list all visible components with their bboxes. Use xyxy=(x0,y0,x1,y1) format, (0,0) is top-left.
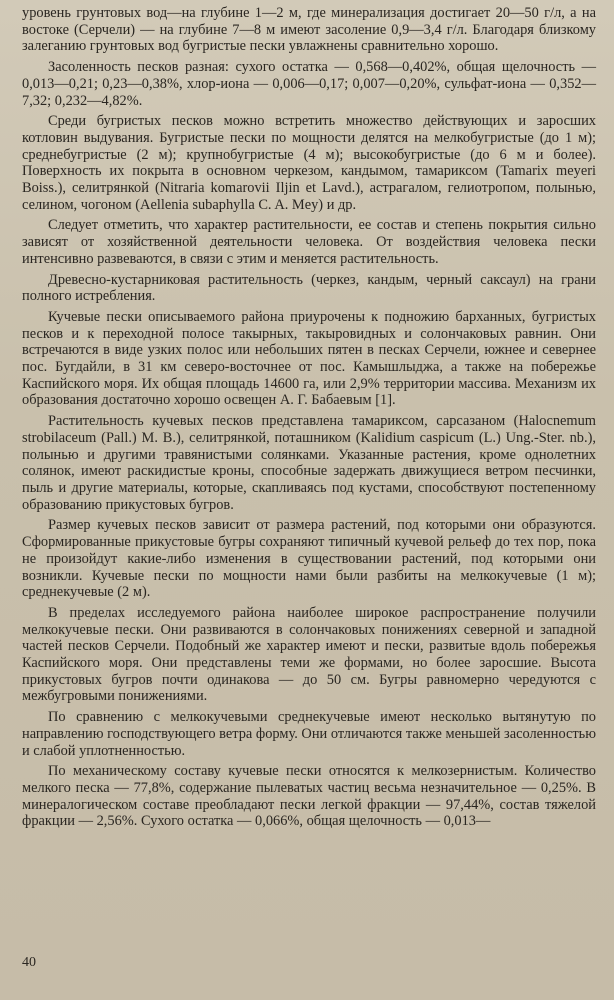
paragraph-heaped-sands: Кучевые пески описываемого района приурочены к подножию барханных, бугристых песков и к переходной полосе такырных, такыровидных и солончаковых равнин. Они встречаются в виде узких полос или небольших пятен в песках Серчели, южнее и севернее пос. Бугдайли, в 31 км северо-восточнее от пос. Камышлыджа, а также на побережье Каспийского моря. Их общая площадь 14600 га, или 2,9% территории массива. Механизм их образования достаточно хорошо освещен А. Г. Бабаевым [1]. xyxy=(22,308,596,409)
page-number: 40 xyxy=(22,955,36,971)
paragraph-hummocky-sands: Среди бугристых песков можно встретить множество действующих и заросших котловин выдувания. Бугристые пески по мощности делятся на мелкобугристые (до 1 м); среднебугристые (2 м); крупнобугристые (4 м); высокобугристые (до 6 м и более). Поверхность их покрыта в основном черкезом, кандымом, тамариксом (Tamarix meyeri Boiss.), селитрянкой (Nitraria komarovii Iljin et Lavd.), астрагалом, гелиотропом, полынью, селином, чогоном (Aellenia subaphylla C. A. Mey) и др. xyxy=(22,113,596,213)
paragraph-shrub-vegetation: Древесно-кустарниковая растительность (черкез, кандым, черный саксаул) на грани полного истребления. xyxy=(22,271,596,305)
paragraph-medium-heaped: По сравнению с мелкокучевыми среднекучевые имеют несколько вытянутую по направлению господствующего ветра форму. Они отличаются также меньшей засоленностью и слабой уплотненностью. xyxy=(22,709,596,759)
paragraph-groundwater: уровень грунтовых вод—на глубине 1—2 м, где минерализация достигает 20—50 г/л, а на востоке (Серчели) — на глубине 7—8 м имеют засоление 0,9—3,4 г/л. Благодаря близкому залеганию грунтовых вод бугристые пески увлажнены сравнительно хорошо. xyxy=(22,5,596,55)
paragraph-small-heaped: В пределах исследуемого района наиболее широкое распространение получили мелкокучевые пески. Они развиваются в солончаковых понижениях северной и западной частей песков Серчели. Подобный же характер имеют и пески, развитые вдоль побережья Каспийского моря. Они представлены теми же формами, но более заросшие. Высота прикустовых бугров почти одинакова — до 50 см. Бугры равномерно чередуются с межбугровыми понижениями. xyxy=(22,604,596,705)
paragraph-heaped-size: Размер кучевых песков зависит от размера растений, под которыми они образуются. Сформированные прикустовые бугры сохраняют типичный кучевой рельеф до тех пор, пока не произойдут какие-либо изменения в существовании растений, под которыми они возникли. Кучевые пески по мощности нами были разбиты на мелкокучевые (1 м); среднекучевые (2 м). xyxy=(22,517,596,601)
paragraph-human-impact: Следует отметить, что характер растительности, ее состав и степень покрытия сильно зависят от хозяйственной деятельности человека. От воздействия человека пески интенсивно развеваются, в связи с этим и меняется растительность. xyxy=(22,217,596,267)
paragraph-salinity: Засоленность песков разная: сухого остатка — 0,568—0,402%, общая щелочность — 0,013—0,21; 0,23—0,38%, хлор-иона — 0,006—0,17; 0,007—0,20%, сульфат-иона — 0,352—7,32; 0,232—4,82%. xyxy=(22,59,596,109)
paragraph-heaped-vegetation: Растительность кучевых песков представлена тамариксом, сарсазаном (Halocnemum strobilaceum (Pall.) M. B.), селитрянкой, поташником (Kalidium caspicum (L.) Ung.-Ster. nb.), полынью и другими травянистыми солянками. Указанные растения, кроме однолетних солянок, имеют раскидистые кроны, способные задержать движущиеся ветром песчинки, пыль и другие материалы, которые, скапливаясь под кустами, способствуют постепенному образованию прикустовых бугров. xyxy=(22,413,596,513)
paragraph-mechanical-composition: По механическому составу кучевые пески относятся к мелкозернистым. Количество мелкого песка — 77,8%, содержание пылеватых частиц весьма незначительное — 0,25%. В минералогическом составе преобладают пески легкой фракции — 97,44%, состав тяжелой фракции — 2,56%. Сухого остатка — 0,066%, общая щелочность — 0,013— xyxy=(22,763,596,830)
